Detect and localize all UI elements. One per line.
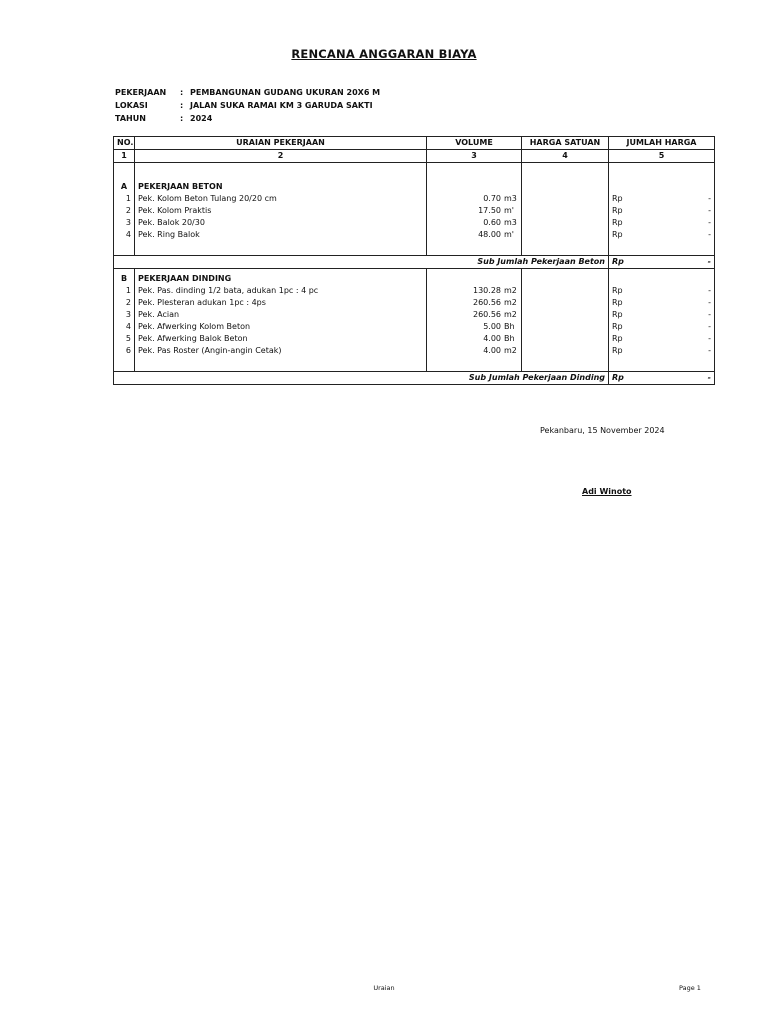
section-name: PEKERJAAN DINDING — [135, 273, 427, 285]
currency-label: Rp — [612, 346, 623, 355]
header-jumlah-harga: JUMLAH HARGA — [609, 137, 715, 150]
item-number: 4 — [114, 321, 135, 333]
volume-unit: m2 — [504, 310, 517, 319]
amount-value: - — [708, 218, 711, 227]
currency-label: Rp — [612, 298, 623, 307]
volume-value: 5.00 — [483, 322, 501, 331]
currency-label: Rp — [612, 194, 623, 203]
footer-page-number: Page 1 — [679, 984, 701, 992]
volume-value: 4.00 — [483, 346, 501, 355]
meta-value: 2024 — [190, 114, 213, 123]
footer-sheet-name: Uraian — [373, 984, 395, 992]
item-volume — [427, 285, 522, 297]
section-header-row — [114, 273, 715, 285]
meta-label: LOKASI — [115, 101, 148, 110]
spacer-cell — [135, 241, 427, 256]
currency-label: Rp — [612, 230, 623, 239]
item-volume — [427, 297, 522, 309]
subtotal-row — [114, 372, 715, 385]
header-harga-satuan: HARGA SATUAN — [522, 137, 609, 150]
meta-colon: : — [180, 101, 184, 110]
header-uraian: URAIAN PEKERJAAN — [135, 137, 427, 150]
item-total — [609, 321, 715, 333]
spacer-cell — [427, 163, 522, 176]
volume-unit: m3 — [504, 194, 517, 203]
spacer-row — [114, 241, 715, 256]
item-description: Pek. Pas Roster (Angin-angin Cetak) — [135, 345, 427, 357]
item-volume — [427, 229, 522, 241]
table-row — [114, 309, 715, 321]
document-title: RENCANA ANGGARAN BIAYA — [291, 47, 477, 61]
item-description: Pek. Afwerking Balok Beton — [135, 333, 427, 345]
item-unit-price — [522, 285, 609, 297]
item-description: Pek. Pas. dinding 1/2 bata, adukan 1pc : 4 pc — [135, 285, 427, 297]
meta-row-pekerjaan — [115, 86, 380, 99]
volume-unit: Bh — [504, 322, 515, 331]
meta-label: TAHUN — [115, 114, 146, 123]
volume-value: 0.70 — [483, 194, 501, 203]
item-unit-price — [522, 297, 609, 309]
meta-label: PEKERJAAN — [115, 88, 167, 97]
spacer-cell — [427, 357, 522, 372]
item-description: Pek. Kolom Praktis — [135, 205, 427, 217]
spacer-cell — [609, 357, 715, 372]
item-unit-price — [522, 205, 609, 217]
volume-unit: m2 — [504, 298, 517, 307]
volume-unit: m2 — [504, 346, 517, 355]
empty-cell — [609, 181, 715, 193]
item-unit-price — [522, 309, 609, 321]
item-number: 3 — [114, 309, 135, 321]
spacer-cell — [135, 163, 427, 176]
currency-label: Rp — [612, 334, 623, 343]
section-code: A — [114, 181, 135, 193]
amount-value: - — [708, 346, 711, 355]
amount-value: - — [708, 298, 711, 307]
item-number: 2 — [114, 297, 135, 309]
table-row — [114, 217, 715, 229]
item-description: Pek. Plesteran adukan 1pc : 4ps — [135, 297, 427, 309]
empty-cell — [522, 273, 609, 285]
item-volume — [427, 309, 522, 321]
section-name: PEKERJAAN BETON — [135, 181, 427, 193]
item-volume — [427, 217, 522, 229]
volume-value: 0.60 — [483, 218, 501, 227]
amount-value: - — [708, 334, 711, 343]
table-row — [114, 285, 715, 297]
item-total — [609, 309, 715, 321]
spacer-cell — [114, 357, 135, 372]
column-number-row — [114, 150, 715, 163]
header-volume: VOLUME — [427, 137, 522, 150]
meta-value: JALAN SUKA RAMAI KM 3 GARUDA SAKTI — [190, 101, 373, 110]
item-total — [609, 333, 715, 345]
spacer-cell — [609, 241, 715, 256]
item-total — [609, 205, 715, 217]
currency-label: Rp — [612, 373, 624, 382]
table-row — [114, 333, 715, 345]
item-total — [609, 193, 715, 205]
section-header-row — [114, 181, 715, 193]
spacer-cell — [522, 163, 609, 176]
volume-unit: m3 — [504, 218, 517, 227]
table-row — [114, 193, 715, 205]
item-number: 6 — [114, 345, 135, 357]
item-number: 4 — [114, 229, 135, 241]
spacer-cell — [522, 357, 609, 372]
volume-value: 48.00 — [478, 230, 501, 239]
amount-value: - — [708, 230, 711, 239]
header-no: NO. — [114, 137, 135, 150]
signer-name: Adi Winoto — [582, 487, 632, 496]
item-unit-price — [522, 321, 609, 333]
currency-label: Rp — [612, 286, 623, 295]
amount-value: - — [707, 257, 711, 266]
volume-value: 260.56 — [473, 298, 501, 307]
currency-label: Rp — [612, 257, 624, 266]
volume-value: 130.28 — [473, 286, 501, 295]
section-code: B — [114, 273, 135, 285]
table-row — [114, 297, 715, 309]
meta-row-tahun — [115, 112, 380, 125]
item-number: 5 — [114, 333, 135, 345]
col-number: 4 — [522, 150, 609, 163]
item-description: Pek. Ring Balok — [135, 229, 427, 241]
spacer-cell — [114, 163, 135, 176]
subtotal-amount — [609, 372, 715, 385]
item-volume — [427, 345, 522, 357]
subtotal-label: Sub Jumlah Pekerjaan Beton — [114, 256, 609, 269]
budget-table — [113, 136, 715, 385]
item-total — [609, 297, 715, 309]
col-number: 3 — [427, 150, 522, 163]
currency-label: Rp — [612, 322, 623, 331]
subtotal-row — [114, 256, 715, 269]
item-volume — [427, 205, 522, 217]
subtotal-amount — [609, 256, 715, 269]
currency-label: Rp — [612, 310, 623, 319]
volume-unit: Bh — [504, 334, 515, 343]
item-number: 1 — [114, 285, 135, 297]
spacer-cell — [609, 163, 715, 176]
place-date: Pekanbaru, 15 November 2024 — [540, 426, 665, 435]
item-total — [609, 345, 715, 357]
amount-value: - — [708, 206, 711, 215]
table-row — [114, 321, 715, 333]
col-number: 1 — [114, 150, 135, 163]
volume-value: 260.56 — [473, 310, 501, 319]
volume-value: 17.50 — [478, 206, 501, 215]
spacer-cell — [135, 357, 427, 372]
empty-cell — [522, 181, 609, 193]
meta-value: PEMBANGUNAN GUDANG UKURAN 20X6 M — [190, 88, 381, 97]
item-number: 1 — [114, 193, 135, 205]
table-row — [114, 345, 715, 357]
amount-value: - — [708, 194, 711, 203]
item-volume — [427, 333, 522, 345]
item-total — [609, 229, 715, 241]
table-header-row — [114, 137, 715, 150]
volume-unit: m' — [504, 206, 514, 215]
amount-value: - — [708, 286, 711, 295]
spacer-row — [114, 163, 715, 176]
item-total — [609, 285, 715, 297]
item-number: 3 — [114, 217, 135, 229]
item-unit-price — [522, 193, 609, 205]
spacer-cell — [427, 241, 522, 256]
item-unit-price — [522, 333, 609, 345]
subtotal-label: Sub Jumlah Pekerjaan Dinding — [114, 372, 609, 385]
project-info — [115, 86, 380, 125]
item-volume — [427, 193, 522, 205]
amount-value: - — [707, 373, 711, 382]
empty-cell — [609, 273, 715, 285]
table-body — [114, 163, 715, 385]
item-volume — [427, 321, 522, 333]
volume-unit: m2 — [504, 286, 517, 295]
empty-cell — [427, 273, 522, 285]
item-description: Pek. Afwerking Kolom Beton — [135, 321, 427, 333]
currency-label: Rp — [612, 218, 623, 227]
item-total — [609, 217, 715, 229]
item-unit-price — [522, 345, 609, 357]
currency-label: Rp — [612, 206, 623, 215]
item-unit-price — [522, 229, 609, 241]
amount-value: - — [708, 310, 711, 319]
table-row — [114, 205, 715, 217]
item-description: Pek. Kolom Beton Tulang 20/20 cm — [135, 193, 427, 205]
amount-value: - — [708, 322, 711, 331]
col-number: 2 — [135, 150, 427, 163]
item-unit-price — [522, 217, 609, 229]
volume-unit: m' — [504, 230, 514, 239]
meta-colon: : — [180, 88, 184, 97]
spacer-cell — [114, 241, 135, 256]
spacer-cell — [522, 241, 609, 256]
volume-value: 4.00 — [483, 334, 501, 343]
item-number: 2 — [114, 205, 135, 217]
col-number: 5 — [609, 150, 715, 163]
table-row — [114, 229, 715, 241]
item-description: Pek. Balok 20/30 — [135, 217, 427, 229]
item-description: Pek. Acian — [135, 309, 427, 321]
meta-colon: : — [180, 114, 184, 123]
empty-cell — [427, 181, 522, 193]
spacer-row — [114, 357, 715, 372]
meta-row-lokasi — [115, 99, 380, 112]
